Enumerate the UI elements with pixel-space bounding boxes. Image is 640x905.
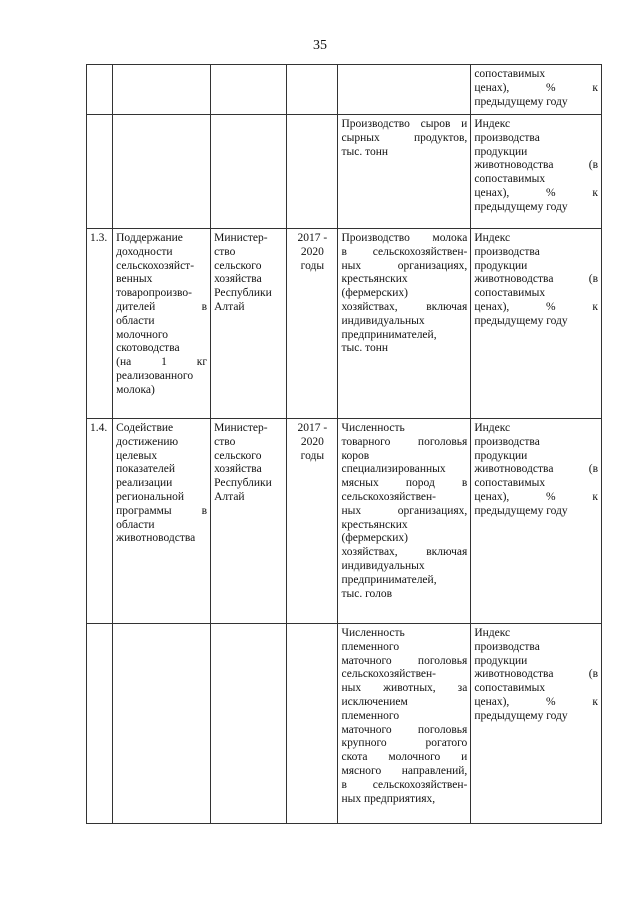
cell-line: сопоставимых bbox=[474, 477, 546, 490]
cell-line: ство bbox=[214, 245, 236, 258]
cell-result-indicator bbox=[471, 229, 602, 419]
cell-line: хозяйствах, включая bbox=[341, 300, 468, 313]
cell-line: молочного bbox=[116, 328, 169, 341]
cell-target-indicator bbox=[338, 65, 471, 115]
cell-line: животноводства (в bbox=[474, 668, 598, 681]
cell-measure-name bbox=[113, 65, 211, 115]
cell-line: (на 1 кг bbox=[116, 356, 208, 369]
cell-line: доходности bbox=[116, 245, 173, 258]
cell-line: производства bbox=[474, 640, 540, 653]
cell-line: специализированных bbox=[341, 463, 446, 476]
cell-line: Поддержание bbox=[116, 232, 183, 244]
cell-line: 2020 bbox=[300, 245, 324, 258]
cell-line: продукции bbox=[474, 654, 528, 667]
cell-line: дителей в bbox=[116, 300, 208, 313]
cell-line: Численность bbox=[341, 627, 405, 639]
table-row bbox=[87, 419, 602, 624]
cell-line: достижению bbox=[116, 435, 179, 448]
cell-result-indicator bbox=[471, 115, 602, 229]
cell-line: производства bbox=[474, 245, 540, 258]
cell-line: Республики bbox=[214, 477, 272, 490]
cell-line: Республики bbox=[214, 287, 272, 300]
cell-line: индивидуальных bbox=[341, 559, 425, 572]
cell-line: продукции bbox=[474, 449, 528, 462]
cell-line: скотоводства bbox=[116, 342, 180, 355]
table-row bbox=[87, 229, 602, 419]
cell-period bbox=[287, 419, 338, 624]
cell-period bbox=[287, 624, 338, 824]
cell-line: Алтай bbox=[214, 300, 245, 313]
cell-measure-name bbox=[113, 419, 211, 624]
cell-line: ство bbox=[214, 435, 236, 448]
cell-line: Содействие bbox=[116, 422, 174, 434]
cell-line: молока) bbox=[116, 383, 155, 396]
cell-line: годы bbox=[300, 449, 325, 462]
cell-number bbox=[87, 65, 113, 115]
cell-line: 2017 - bbox=[297, 422, 328, 434]
cell-line: исключением bbox=[341, 695, 408, 708]
cell-line: племенного bbox=[341, 709, 400, 722]
cell-line: крестьянских bbox=[341, 518, 408, 531]
cell-line: (фермерских) bbox=[341, 287, 409, 300]
cell-line: сельскохозяйствен- bbox=[341, 490, 437, 503]
cell-line: мясных пород в bbox=[341, 477, 468, 490]
cell-line: производства bbox=[474, 435, 540, 448]
cell-line: животноводства (в bbox=[474, 463, 598, 476]
cell-line: тыс. тонн bbox=[341, 342, 389, 355]
cell-line: животноводства (в bbox=[474, 273, 598, 286]
cell-executor bbox=[211, 419, 287, 624]
cell-line: сельскохозяйст- bbox=[116, 259, 195, 272]
cell-line: предпринимателей, bbox=[341, 328, 437, 341]
cell-line: Индекс bbox=[474, 627, 511, 639]
cell-measure-name bbox=[113, 624, 211, 824]
cell-line: производства bbox=[474, 131, 540, 144]
cell-line: сельскохозяйствен- bbox=[341, 668, 437, 681]
cell-line: животноводства (в bbox=[474, 159, 598, 172]
cell-line: сопоставимых bbox=[474, 173, 546, 186]
cell-number bbox=[87, 624, 113, 824]
cell-line: продукции bbox=[474, 145, 528, 158]
cell-line: Численность bbox=[341, 422, 405, 434]
cell-period bbox=[287, 65, 338, 115]
cell-line: 2017 - bbox=[297, 232, 328, 244]
cell-line: ценах), % к bbox=[474, 186, 598, 199]
cell-line: хозяйства bbox=[214, 273, 262, 286]
cell-target-indicator bbox=[338, 115, 471, 229]
cell-line: показателей bbox=[116, 463, 176, 476]
cell-target-indicator bbox=[338, 624, 471, 824]
cell-line: Производство сыров и bbox=[341, 118, 468, 130]
cell-number: 1.3. bbox=[87, 229, 113, 419]
cell-line: в сельскохозяйствен- bbox=[341, 245, 468, 258]
cell-line: Алтай bbox=[214, 490, 245, 503]
cell-line: ных организациях, bbox=[341, 504, 468, 517]
cell-line: в сельскохозяйствен- bbox=[341, 778, 468, 791]
cell-line: ных организациях, bbox=[341, 259, 468, 272]
cell-result-indicator bbox=[471, 624, 602, 824]
cell-line: маточного поголовья bbox=[341, 654, 468, 667]
cell-line: 2020 bbox=[300, 435, 324, 448]
cell-line: тыс. голов bbox=[341, 587, 393, 600]
cell-line: реализованного bbox=[116, 369, 194, 382]
cell-line: коров bbox=[341, 449, 370, 462]
cell-line: целевых bbox=[116, 449, 158, 462]
cell-line: маточного поголовья bbox=[341, 723, 468, 736]
cell-line: области bbox=[116, 314, 155, 327]
cell-line: предыдущему году bbox=[474, 504, 568, 517]
cell-line: предыдущему году bbox=[474, 200, 568, 213]
cell-line: товарного поголовья bbox=[341, 435, 468, 448]
cell-executor bbox=[211, 229, 287, 419]
cell-line: сельского bbox=[214, 449, 262, 462]
cell-line: сельского bbox=[214, 259, 262, 272]
cell-result-indicator bbox=[471, 419, 602, 624]
cell-line: крестьянских bbox=[341, 273, 408, 286]
cell-number: 1.4. bbox=[87, 419, 113, 624]
cell-line: венных bbox=[116, 273, 153, 286]
cell-measure-name bbox=[113, 115, 211, 229]
cell-line: хозяйствах, включая bbox=[341, 546, 468, 559]
cell-number bbox=[87, 115, 113, 229]
cell-line: Министер- bbox=[214, 232, 268, 244]
cell-line: предыдущему году bbox=[474, 709, 568, 722]
cell-line: Индекс bbox=[474, 232, 511, 244]
cell-line: тыс. тонн bbox=[341, 145, 389, 158]
cell-line: Министер- bbox=[214, 422, 268, 434]
cell-line: сопоставимых bbox=[474, 68, 546, 80]
program-table bbox=[86, 64, 602, 824]
cell-line: мясного направлений, bbox=[341, 764, 468, 777]
cell-line: предыдущему году bbox=[474, 95, 568, 108]
cell-line: (фермерских) bbox=[341, 532, 409, 545]
cell-line: предыдущему году bbox=[474, 314, 568, 327]
page-number: 35 bbox=[313, 38, 327, 53]
table-row bbox=[87, 65, 602, 115]
cell-line: ценах), % к bbox=[474, 300, 598, 313]
cell-line: Индекс bbox=[474, 422, 511, 434]
cell-period bbox=[287, 115, 338, 229]
cell-line: региональной bbox=[116, 490, 185, 503]
cell-line: сопоставимых bbox=[474, 682, 546, 695]
cell-line: Производство молока bbox=[341, 232, 468, 244]
cell-result-indicator bbox=[471, 65, 602, 115]
cell-executor bbox=[211, 624, 287, 824]
cell-line: реализации bbox=[116, 477, 173, 490]
cell-line: ценах), % к bbox=[474, 695, 598, 708]
cell-line: индивидуальных bbox=[341, 314, 425, 327]
cell-line: товаропроизво- bbox=[116, 287, 192, 300]
cell-line: скота молочного и bbox=[341, 751, 468, 764]
cell-line: ценах), % к bbox=[474, 490, 598, 503]
cell-line: племенного bbox=[341, 640, 400, 653]
cell-target-indicator bbox=[338, 419, 471, 624]
cell-line: предпринимателей, bbox=[341, 573, 437, 586]
cell-line: Индекс bbox=[474, 118, 511, 130]
cell-executor bbox=[211, 65, 287, 115]
cell-line: продукции bbox=[474, 259, 528, 272]
table-row bbox=[87, 624, 602, 824]
cell-line: ных предприятиях, bbox=[341, 792, 436, 805]
cell-line: крупного рогатого bbox=[341, 737, 468, 750]
cell-line: животноводства bbox=[116, 532, 196, 545]
cell-measure-name bbox=[113, 229, 211, 419]
cell-line: программы в bbox=[116, 504, 208, 517]
cell-line: годы bbox=[300, 259, 325, 272]
cell-line: сопоставимых bbox=[474, 287, 546, 300]
cell-line: ценах), % к bbox=[474, 81, 598, 94]
cell-line: сырных продуктов, bbox=[341, 131, 468, 144]
cell-target-indicator bbox=[338, 229, 471, 419]
table-row bbox=[87, 115, 602, 229]
cell-executor bbox=[211, 115, 287, 229]
cell-period bbox=[287, 229, 338, 419]
cell-line: хозяйства bbox=[214, 463, 262, 476]
cell-line: ных животных, за bbox=[341, 682, 468, 695]
cell-line: области bbox=[116, 518, 155, 531]
